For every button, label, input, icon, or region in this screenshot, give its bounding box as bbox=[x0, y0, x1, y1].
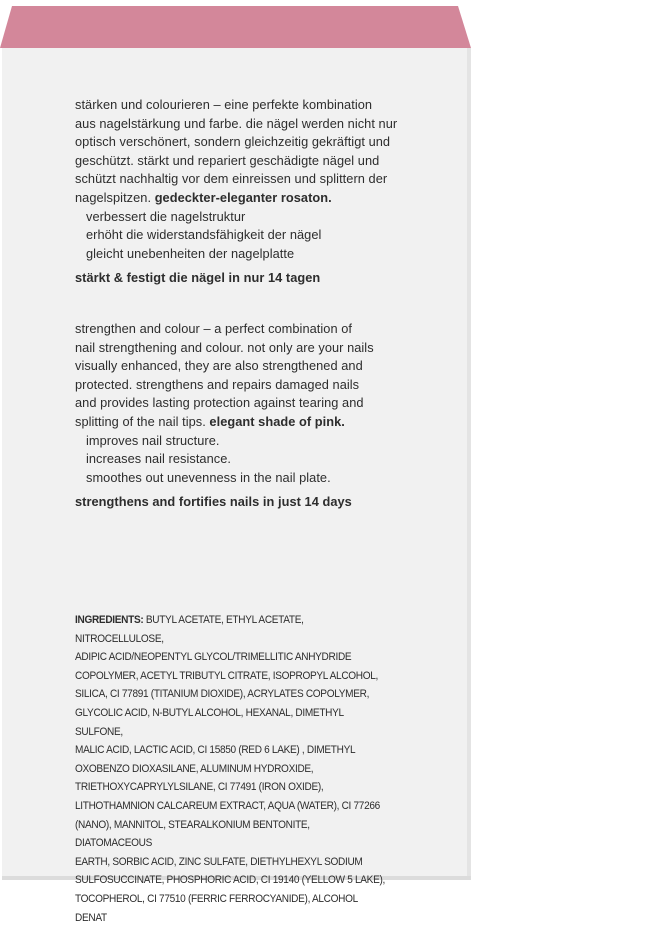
english-shade: elegant shade of pink. bbox=[209, 413, 345, 429]
ingredients-list bbox=[75, 611, 386, 927]
ingredients-label: INGREDIENTS: bbox=[75, 614, 144, 626]
list-item: verbessert die nagelstruktur bbox=[86, 208, 246, 224]
english-description bbox=[75, 320, 405, 512]
german-shade: gedeckter-eleganter rosaton. bbox=[154, 189, 332, 205]
list-item: smoothes out unevenness in the nail plate. bbox=[86, 469, 331, 485]
ingredients-text: BUTYL ACETATE, ETHYL ACETATE, NITROCELLULOSE, ADIPIC ACID/NEOPENTYL GLYCOL/TRIMELLITIC ANHYDRIDE COPOLYMER, ACETYL TRIBUTYL CITRATE, ISOPROPYL ALCOHOL, SILICA, CI 77891 (TITANIUM DIOXIDE), ACRYLATES COPOLYMER, GLYCOLIC ACID, N-BUTYL ALCOHOL, HEXANAL, DIMETHYL SULFONE, MALIC ACID, LACTIC ACID, CI 15850 (RED 6 LAKE) , DIMETHYL OXOBENZO DIOXASILANE, ALUMINUM HYDROXIDE, TRIETHOXYCAPRYLYLSILANE, CI 77491 (IRON OXIDE), LITHOTHAMNION CALCAREUM EXTRACT, AQUA (WATER), CI 77266 (NANO), MANNITOL, STEARALKONIUM BENTONITE, DIATOMACEOUS EARTH, SORBIC ACID, ZINC SULFATE, DIETHYLHEXYL SODIUM SULFOSUCCINATE, PHOSPHORIC ACID, CI 19140 (YELLOW 5 LAKE), TOCOPHEROL, CI 77510 (FERRIC FERROCYANIDE), ALCOHOL DENAT bbox=[75, 614, 385, 924]
box-edge bbox=[467, 48, 471, 878]
list-item: erhöht die widerstandsfähigkeit der nägel bbox=[86, 227, 322, 243]
german-paragraph: stärken und colourieren – eine perfekte kombination aus nagelstärkung und farbe. die nägel werden nicht nur optisch verschönert, sondern gleichzeitig gekräftigt und geschützt. stärkt und repariert geschädigte nägel und schützt nachhaltig vor dem einreissen und splittern der nagelspitzen. gedeckter-eleganter rosaton. bbox=[75, 97, 398, 205]
german-description bbox=[75, 96, 405, 288]
english-paragraph: strengthen and colour – a perfect combination of nail strengthening and colour. not only are your nails visually enhanced, they are also strengthened and protected. strengthens and repairs damaged nails and provides lasting protection against tearing and splitting of the nail tips. elegant shade of pink. bbox=[75, 321, 374, 429]
german-tagline: stärkt & festigt die nägel in nur 14 tagen bbox=[75, 270, 321, 286]
german-benefits-list bbox=[75, 208, 405, 264]
list-item: gleicht unebenheiten der nagelplatte bbox=[86, 245, 295, 261]
list-item: increases nail resistance. bbox=[86, 451, 231, 467]
english-tagline: strengthens and fortifies nails in just 14 days bbox=[75, 494, 352, 510]
list-item: improves nail structure. bbox=[86, 432, 220, 448]
pink-lid-flap bbox=[0, 6, 471, 48]
english-benefits-list bbox=[75, 432, 405, 488]
